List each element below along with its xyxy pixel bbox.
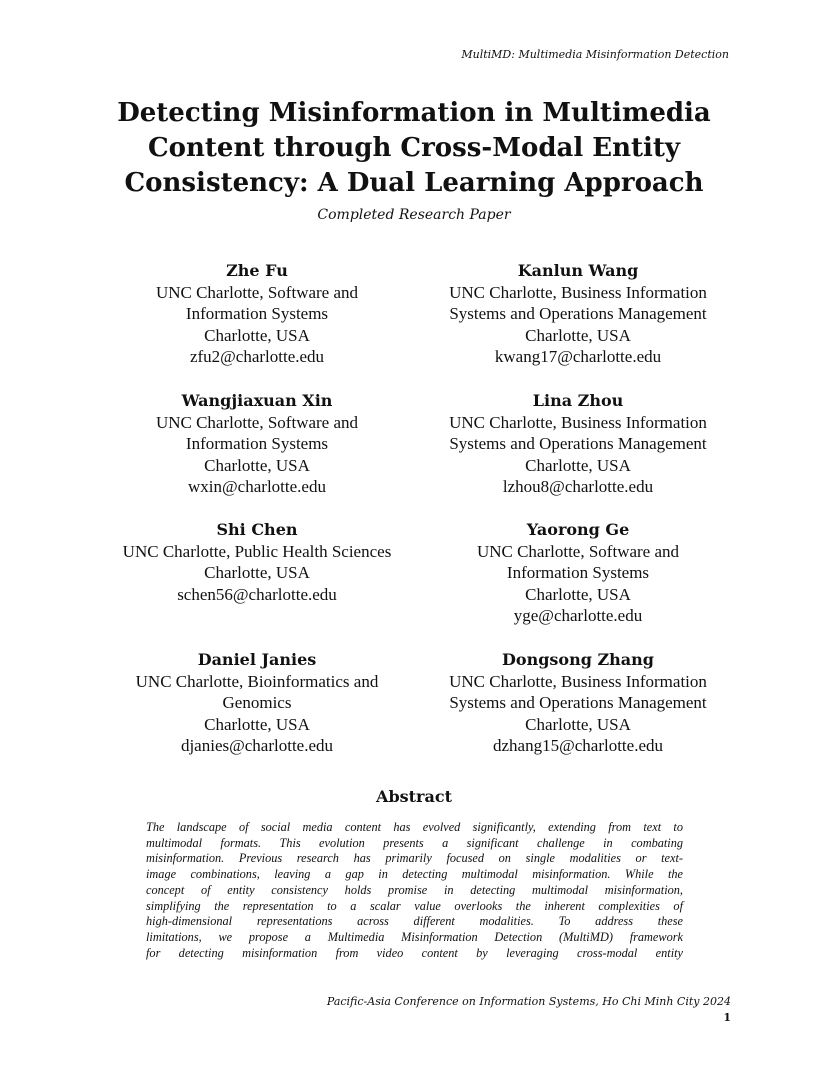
author-affiliation: Genomics	[222, 693, 292, 712]
author-email: dzhang15@charlotte.edu	[492, 736, 663, 755]
author-affiliation: UNC Charlotte, Business Information	[449, 282, 707, 302]
author-affiliation: UNC Charlotte, Software and	[476, 541, 680, 561]
author-affiliation: Systems and Operations Management	[449, 434, 707, 453]
author-location: Charlotte, USA	[204, 563, 310, 582]
author-name: Yaorong Ge	[526, 520, 630, 539]
author-block	[418, 260, 738, 368]
author-affiliation: UNC Charlotte, Business Information	[449, 412, 707, 432]
title-line: Consistency: A Dual Learning Approach	[124, 168, 704, 198]
author-block	[97, 260, 417, 368]
author-block	[418, 649, 738, 757]
author-email: kwang17@charlotte.edu	[494, 347, 662, 366]
page-number: 1	[723, 1011, 731, 1024]
abstract-body	[146, 820, 683, 961]
author-affiliation: UNC Charlotte, Software and	[155, 412, 359, 432]
title-line: Content through Cross-Modal Entity	[147, 133, 681, 163]
paper-title	[0, 96, 828, 201]
abstract-line: image combinations, leaving a gap in detecting multimodal misinformation. While the	[146, 867, 683, 882]
author-location: Charlotte, USA	[204, 455, 310, 475]
author-block	[418, 519, 738, 627]
abstract-line: simplifying the representation to a scalar value overlooks the inherent complexities of	[146, 898, 683, 913]
author-affiliation: UNC Charlotte, Public Health Sciences	[122, 541, 392, 561]
author-location: Charlotte, USA	[525, 714, 631, 734]
abstract-heading: Abstract	[376, 787, 452, 806]
author-location: Charlotte, USA	[525, 584, 631, 604]
author-location: Charlotte, USA	[204, 714, 310, 734]
abstract-line: The landscape of social media content has evolved significantly, extending from text to	[146, 820, 683, 834]
author-name: Shi Chen	[216, 520, 298, 539]
author-location: Charlotte, USA	[525, 455, 631, 475]
author-affiliation: UNC Charlotte, Software and	[155, 282, 359, 302]
author-affiliation: Information Systems	[506, 563, 650, 582]
abstract-line: concept of entity consistency holds promise in detecting multimodal misinformation,	[146, 882, 683, 897]
author-email: zfu2@charlotte.edu	[189, 347, 325, 366]
paper-type: Completed Research Paper	[317, 207, 511, 223]
author-affiliation: Systems and Operations Management	[449, 693, 707, 712]
footer-conference: Pacific-Asia Conference on Information Systems, Ho Chi Minh City 2024	[326, 995, 731, 1008]
running-header: MultiMD: Multimedia Misinformation Detection	[461, 48, 729, 61]
author-block	[97, 390, 417, 498]
author-location: Charlotte, USA	[525, 325, 631, 345]
abstract-line: high-dimensional representations across different modalities. To address these	[146, 914, 683, 929]
author-email: yge@charlotte.edu	[513, 606, 643, 625]
abstract-line: misinformation. Previous research has primarily focused on single modalities or text-	[146, 851, 683, 866]
author-email: djanies@charlotte.edu	[180, 736, 334, 755]
author-block	[97, 649, 417, 757]
author-email: schen56@charlotte.edu	[177, 584, 337, 604]
author-name: Zhe Fu	[226, 261, 288, 280]
author-affiliation: Information Systems	[185, 434, 329, 453]
author-name: Dongsong Zhang	[502, 650, 654, 669]
author-affiliation: UNC Charlotte, Business Information	[449, 671, 707, 691]
author-name: Lina Zhou	[532, 391, 624, 410]
title-line: Detecting Misinformation in Multimedia	[117, 98, 711, 128]
abstract-line: multimodal formats. This evolution presents a significant challenge in combating	[146, 835, 683, 850]
author-block	[418, 390, 738, 498]
author-block	[97, 519, 417, 605]
author-name: Kanlun Wang	[517, 261, 639, 280]
author-affiliation: Systems and Operations Management	[449, 304, 707, 323]
author-affiliation: UNC Charlotte, Bioinformatics and	[135, 671, 379, 691]
author-location: Charlotte, USA	[204, 325, 310, 345]
abstract-line: for detecting misinformation from video content by leveraging cross-modal entity	[146, 945, 683, 960]
author-name: Wangjiaxuan Xin	[181, 391, 333, 410]
author-name: Daniel Janies	[197, 650, 317, 669]
author-email: wxin@charlotte.edu	[188, 477, 326, 496]
abstract-line: limitations, we propose a Multimedia Misinformation Detection (MultiMD) framework	[146, 929, 683, 944]
author-affiliation: Information Systems	[185, 304, 329, 323]
author-email: lzhou8@charlotte.edu	[502, 477, 654, 496]
